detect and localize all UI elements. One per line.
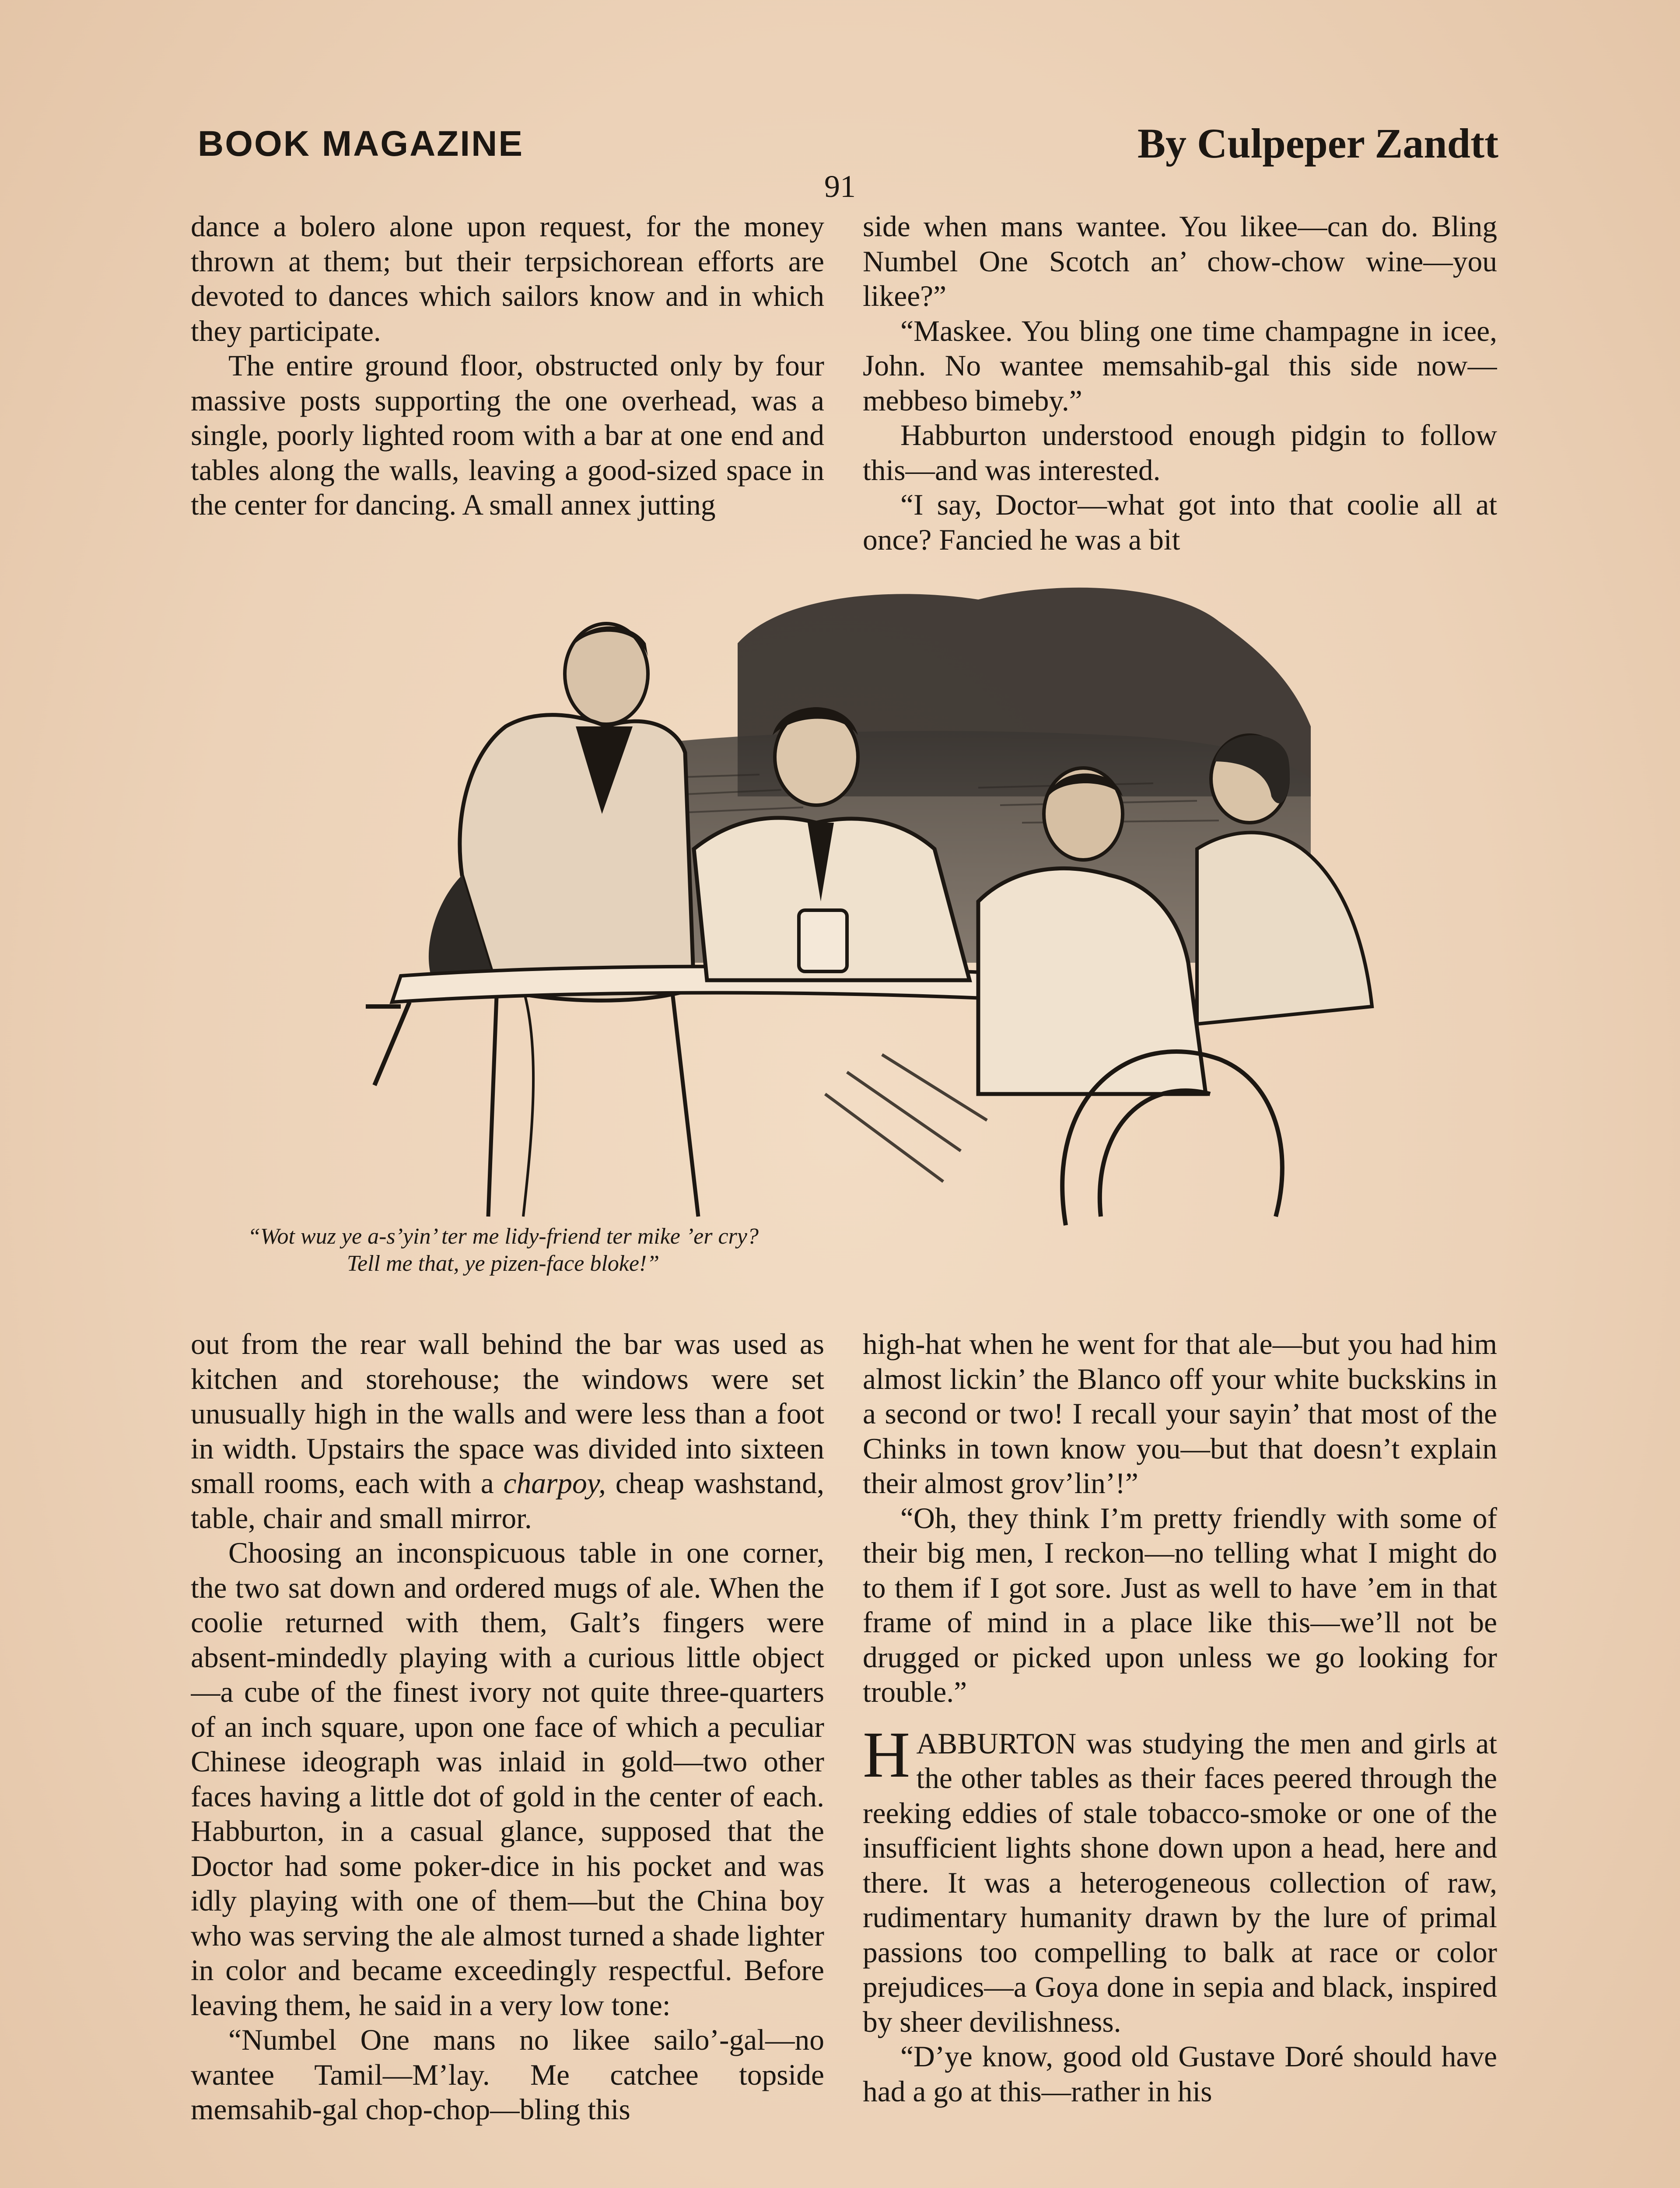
paragraph: “I say, Doctor—what got into that coolie all at once? Fancied he was a bit: [863, 488, 1497, 556]
paragraph: “Numbel One mans no likee sailo’-gal—no wantee Tamil—M’lay. Me catchee topside memsahib-gal chop-chop—bling this: [191, 2023, 824, 2126]
drop-cap-paragraph: [863, 1718, 1497, 2040]
paragraph: “Maskee. You bling one time champagne in icee, John. No wantee memsahib-gal this side now—mebbeso bimeby.”: [863, 314, 1497, 417]
italic-word: charpoy,: [503, 1467, 606, 1500]
page-number: 91: [824, 169, 856, 204]
paragraph: [191, 1327, 824, 1536]
paragraph: “Oh, they think I’m pretty friendly with some of their big men, I reckon—no telling what I might do to them if I got sore. Just as well to have ’em in that frame of mind in a place like this—we’ll not be drugged or picked upon unless we go looking for trouble.”: [863, 1501, 1497, 1708]
text-run: out from the rear wall behind the bar was used as kitchen and storehouse; the windows were set unusually high in the walls and were less than a foot in width. Upstairs the space was divided into sixteen small rooms, each with a: [191, 1328, 824, 1500]
small-caps-word: ABBURTON: [916, 1727, 1077, 1760]
illustration-caption: “Wot wuz ye a-s’yin’ ter me lidy-friend ter mike ’er cry? Tell me that, ye pizen-face bloke!”: [248, 1224, 759, 1276]
paragraph: Habburton understood enough pidgin to follow this—and was interested.: [863, 419, 1497, 487]
paragraph: Choosing an inconspicuous table in one corner, the two sat down and ordered mugs of ale. When the coolie returned with them, Galt’s fingers were absent-mindedly playing with a curious little object—a cube of the finest ivory not quite three-quarters of an inch square, upon one face of which a peculiar Chinese ideograph was inlaid in gold—two other faces having a little dot of gold in the center of each. Habburton, in a casual glance, supposed that the Doctor had some poker-dice in his pocket and was idly playing with one of them—but the China boy who was serving the ale almost turned a shade lighter in color and became exceedingly respectful. Before leaving them, he said in a very low tone:: [191, 1536, 824, 2022]
column-left-bottom: [191, 1327, 824, 2188]
column-left-top: [191, 209, 824, 559]
paragraph: side when mans wantee. You likee—can do. Bling Numbel One Scotch an’ chow-chow wine—you likee?”: [863, 210, 1497, 312]
paragraph: dance a bolero alone upon request, for the money thrown at them; but their terpsichorean efforts are devoted to dances which sailors know and in which they participate.: [191, 210, 824, 347]
column-right-top: [863, 209, 1497, 559]
drop-cap-letter: H: [863, 1718, 910, 1791]
text-run: cheap washstand, table, chair and small mirror.: [191, 1467, 824, 1535]
text-run: was studying the men and girls at the other tables as their faces peered through the reeking eddies of stale tobacco-smoke or one of the insufficient lights shone down upon a head, here and there. It was a heterogeneous collection of raw, rudimentary humanity drawn by the lure of primal passions too compelling to balk at race or color prejudices—a Goya done in sepia and black, inspired by sheer devilishness.: [863, 1727, 1497, 2038]
woman-figure: [1197, 735, 1372, 1024]
paragraph: “D’ye know, good old Gustave Doré should have had a go at this—rather in his: [863, 2040, 1497, 2108]
standing-man-figure: [429, 624, 698, 1217]
author-byline: By Culpeper Zandtt: [1137, 120, 1498, 167]
column-right-bottom: [863, 1327, 1497, 2188]
paragraph: The entire ground floor, obstructed only by four massive posts supporting the one overhead, was a single, poorly lighted room with a bar at one end and tables along the walls, leaving a good-sized space in the center for dancing. A small annex jutting: [191, 349, 824, 521]
paragraph: high-hat when he went for that ale—but you had him almost lickin’ the Blanco off your white buckskins in a second or two! I recall your sayin’ that most of the Chinks in town know you—but that doesn’t explain their almost grov’lin’!”: [863, 1328, 1497, 1500]
magazine-title: BOOK MAGAZINE: [198, 124, 524, 164]
ink-illustration: [191, 569, 1460, 1273]
